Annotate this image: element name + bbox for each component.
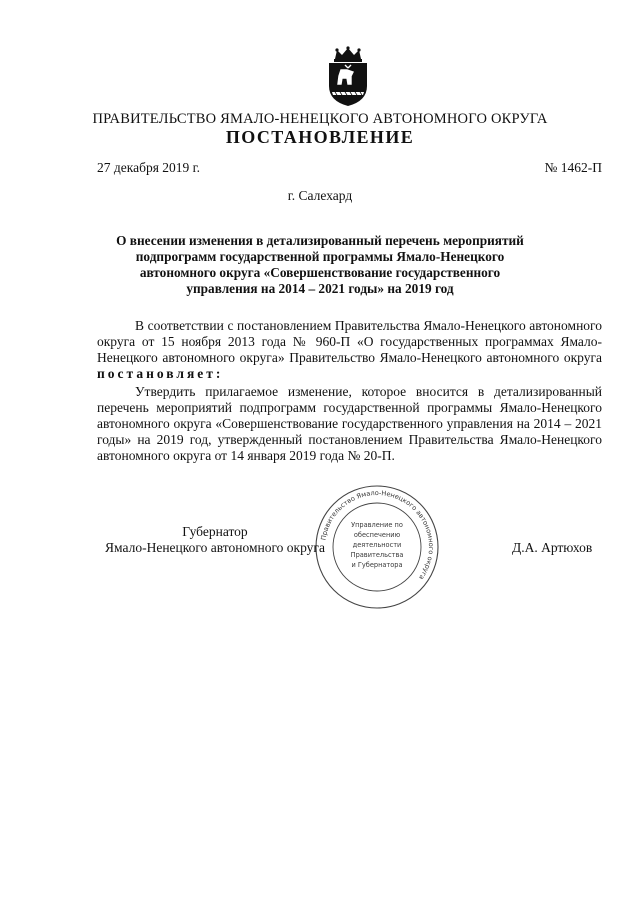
stamp-inner-line-2: обеспечению: [353, 531, 401, 539]
paragraph-decision: Утвердить прилагаемое изменение, которое вносится в детализированный перечень мероприятий подпрограмм государственной программы Ямало-Ненецкого автономного округа «Совершенствование государственного управления на 2014 – 2021 годы» на 2019 год, утвержденный постановлением Правительства Ямало-Ненецкого автономного округа от 14 января 2019 года № 20-П.: [97, 384, 602, 463]
official-stamp: [313, 483, 441, 611]
stamp-inner-line-3: деятельности: [352, 541, 402, 549]
stamp-inner-line-4: Правительства: [350, 551, 404, 559]
stamp-inner-line-1: Управление по: [351, 521, 403, 529]
paragraph-basis: [97, 318, 602, 382]
stamp-outer-ring-text: Правительство Ямало-Ненецкого автономного округа: [319, 488, 436, 582]
signatory-position-line-2: Ямало-Ненецкого автономного округа: [105, 540, 325, 555]
signatory-name: Д.А. Артюхов: [512, 540, 593, 555]
document-title: О внесении изменения в детализированный перечень мероприятий подпрограмм государственной программы Ямало-Ненецкого автономного округа «Совершенствование государственного управления на 2014 – 2021 годы» на 2019 год: [116, 233, 524, 296]
document-date: 27 декабря 2019 г.: [97, 160, 201, 175]
paragraph-basis-text: В соответствии с постановлением Правительства Ямало-Ненецкого автономного округа от 15 ноября 2013 года № 960-П «О государственных программах Ямало-Ненецкого автономного округа» Правительство Ямало-Ненецкого автономного округа: [97, 318, 602, 365]
signatory-position: [100, 524, 330, 556]
signatory-position-line-1: Губернатор: [182, 524, 248, 539]
government-name: ПРАВИТЕЛЬСТВО ЯМАЛО-НЕНЕЦКОГО АВТОНОМНОГО ОКРУГА: [92, 111, 548, 127]
coat-of-arms-emblem: [323, 46, 373, 108]
document-type: ПОСТАНОВЛЕНИЕ: [225, 127, 415, 147]
resolves-word: постановляет:: [97, 366, 224, 381]
document-number: № 1462-П: [544, 160, 602, 175]
stamp-inner-line-5: и Губернатора: [351, 561, 403, 569]
document-city: г. Салехард: [287, 188, 353, 203]
